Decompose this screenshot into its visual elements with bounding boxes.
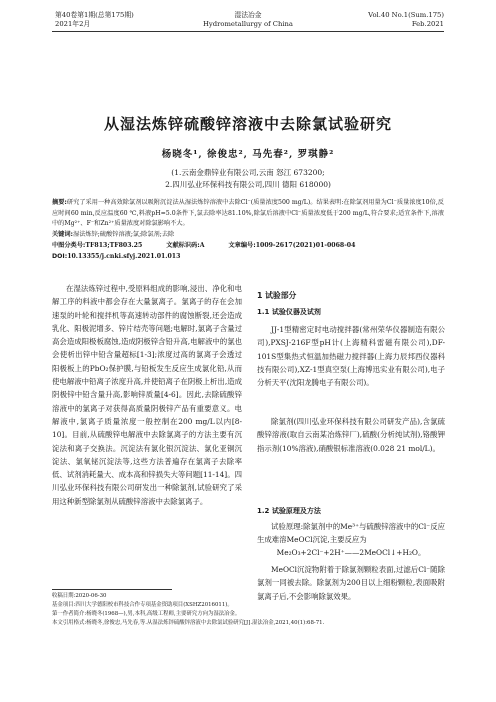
journal-issue: 第40卷第1期(总第175期)	[55, 11, 134, 19]
journal-name-cn: 湿法冶金	[234, 11, 262, 19]
running-header-right	[368, 11, 444, 29]
article-number: 文章编号:1009-2617(2021)01-0068-04	[228, 242, 356, 249]
footnote-divider	[52, 589, 172, 590]
document-code: 文献标识码:A	[166, 242, 205, 249]
instruments-paragraph: JJ-1型精密定时电动搅拌器(常州荣华仪器制造有限公司),PXSJ-216F型pH计(上海精科雷磁有限公司),DF-101S型集热式恒温加热磁力搅拌器(上海力辰邦西仪器科技有限公司),XZ-1型真空泵(上海博迅实业有限公司),电子分析天平(沈阳龙腾电子有限公司)。	[257, 325, 445, 388]
method-paragraph: MeOCl沉淀物附着于除氯剂颗粒表面,过滤后Cl⁻随除氯剂一同被去除。除氯剂为200目以上细粉颗粒,表面吸附氯离子后,不会影响除氯效果。	[257, 565, 445, 601]
classification-line	[52, 241, 444, 252]
footnote-funding: 基金项目:四川大学德阳校市科技合作专项基金资助项目(XSHZ2016011)。	[52, 602, 233, 608]
subsection-heading-1-1: 1.1 试验仪器及试剂	[257, 308, 321, 316]
footnote-citation: 本文引用格式:杨晓冬,徐俊忠,马先春,等.从湿法炼锌硫酸锌溶液中去除氯试验研究[J].湿法冶金,2021,40(1):68-71.	[52, 620, 325, 626]
keywords	[52, 230, 444, 241]
section-heading-1: 1 试验部分	[257, 291, 297, 300]
subsection-heading-1-2: 1.2 试验原理及方法	[257, 507, 321, 515]
affiliation-1: (1.云南金鼎锌业有限公司,云南 怒江 673200;	[171, 168, 325, 177]
reagents-paragraph: 除氯剂(四川弘业环保科技有限公司研发产品),含氯硫酸锌溶液(取自云南某冶炼锌厂),硫酸(分析纯试剂),铬酸钾指示剂(10%溶液),硝酸银标准溶液(0.028 21 mol/L)。	[257, 417, 445, 453]
volume-info: Vol.40 No.1(Sum.175)	[368, 11, 444, 19]
affiliation-2: 2.四川弘业环保科技有限公司,四川 德阳 618000)	[165, 180, 331, 189]
footnote-received-date: 收稿日期:2020-06-30	[52, 593, 107, 599]
header-divider	[52, 31, 444, 32]
reaction-equation: Me₂O₃+2Cl⁻+2H⁺——2MeOCl↓+H₂O。	[276, 548, 426, 557]
clc-number: 中图分类号:TF813;TF803.25	[52, 242, 143, 249]
principle-paragraph: 试验原理:除氯剂中的Me³⁺与硫酸锌溶液中的Cl⁻反应生成难溶MeOCl沉淀,主要反应为	[257, 522, 445, 545]
doi-value: 10.13355/j.cnki.sfyj.2021.01.013	[67, 253, 181, 260]
keywords-label: 关键词:	[52, 231, 74, 238]
abstract-text: 研究了采用一种高效除氯剂以吸附沉淀法从湿法炼锌溶液中去除Cl⁻(质量浓度500 mg/L)。结果表明:在除氯剂用量为Cl⁻质量浓度10倍,反应时间60 min,反应温度60 ℃,料液pH=5.0条件下,氯去除率达81.10%,除氯后溶液中Cl⁻质量浓度低于200 mg/L,符合要求;适宜条件下,溶液中的Mg²⁺、F⁻和Zn²⁺质量浓度对除氯影响不大。	[52, 199, 444, 227]
doi-label: DOI:	[52, 253, 68, 260]
paper-title: 从湿法炼锌硫酸锌溶液中去除氯试验研究	[103, 115, 392, 133]
abstract	[52, 198, 444, 230]
journal-date: 2021年2月	[55, 20, 91, 28]
author-list: 杨晓冬¹, 徐俊忠², 马先春², 罗琪静²	[161, 149, 335, 160]
introduction-paragraph: 在湿法炼锌过程中,受原料组成的影响,浸出、净化和电解工序的料液中都会存在大量氯离子。氯离子的存在会加速泵的叶轮和搅拌机等高速转动部件的腐蚀断裂,还会造成乳化、阳极泥增多、锌片结壳等问题;电解时,氯离子含量过高会造成阳极板腐蚀,造成阴极锌含铅升高,电解液中的氯也会使析出锌中铅含量超标[1-3];浓度过高的氯离子会透过阳极板上的PbO₂保护膜,与铅板发生反应生成氯化铅,从而使电解液中铅离子浓度升高,并使铅离子在阴极上析出,造成阴极锌中铅含量升高,影响锌质量[4-6]。因此,去除硫酸锌溶液中的氯离子对获得高质量阴极锌产品有重要意义。电解液中,氯离子质量浓度一般控制在200 mg/L以内[8-10]。目前,从硫酸锌电解液中去除氯离子的方法主要有沉淀法和离子交换法。沉淀法有氯化银沉淀法、氯化亚铜沉淀法、氯氧铋沉淀法等,这些方法普遍存在氯离子去除率低、试剂消耗量大、成本高和锌损失大等问题[11-14]。四川弘业环保科技有限公司研发出一种除氯剂,试验研究了采用这种新型除氯剂从硫酸锌溶液中去除氯离子。	[52, 284, 242, 506]
keywords-text: 湿法炼锌;硫酸锌溶液;氯;除氯剂;去除	[73, 231, 175, 238]
journal-name-en: Hydrometallurgy of China	[203, 20, 293, 28]
issue-date: Feb.2021	[411, 20, 444, 28]
footnote-author-bio: 第一作者简介:杨晓冬(1968—),男,本科,高级工程师,主要研究方向为湿法冶金。	[52, 611, 241, 617]
doi-line	[52, 252, 444, 263]
abstract-label: 摘要:	[52, 199, 67, 206]
